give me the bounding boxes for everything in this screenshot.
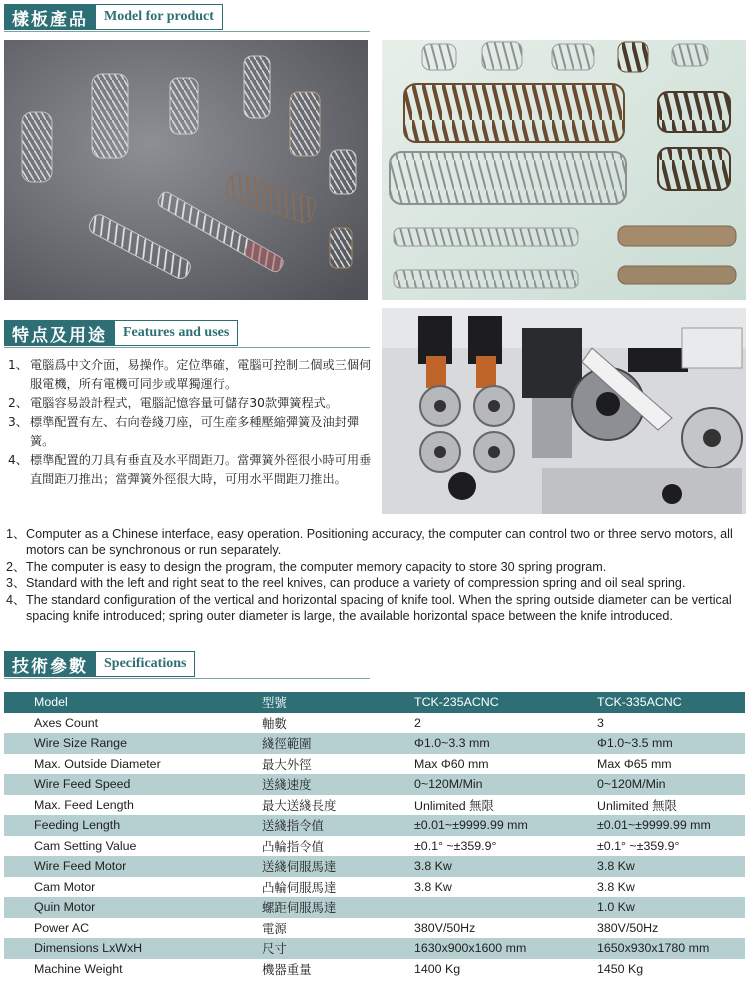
table-row	[4, 856, 745, 877]
table-cell: 最大送綫長度	[262, 795, 414, 816]
table-header-cell: Model	[4, 692, 262, 713]
table-row	[4, 754, 745, 775]
table-cell: Φ1.0~3.3 mm	[414, 733, 597, 754]
section-header-features	[4, 320, 238, 346]
table-header-row	[4, 692, 745, 713]
spring-samples-photo	[4, 40, 368, 300]
table-cell: 軸數	[262, 713, 414, 734]
divider	[4, 347, 370, 348]
table-cell: Wire Size Range	[4, 733, 262, 754]
table-cell: Machine Weight	[4, 959, 262, 980]
springs-display-photo	[382, 40, 746, 300]
table-cell: Max Φ65 mm	[597, 754, 745, 775]
section-title-en: Model for product	[96, 4, 223, 30]
table-cell: Max. Feed Length	[4, 795, 262, 816]
section-header-product	[4, 4, 223, 30]
table-cell: 3.8 Kw	[597, 877, 745, 898]
table-cell: Cam Motor	[4, 877, 262, 898]
table-cell: 凸輪指令值	[262, 836, 414, 857]
table-cell: Max. Outside Diameter	[4, 754, 262, 775]
table-cell: 送綫伺服馬達	[262, 856, 414, 877]
table-cell: 1400 Kg	[414, 959, 597, 980]
table-cell: 3.8 Kw	[414, 877, 597, 898]
list-item: 3、 標準配置有左、右向卷綫刀座，可生産多種壓縮彈簧及油封彈簧。	[8, 415, 360, 448]
table-cell: 最大外徑	[262, 754, 414, 775]
table-cell: ±0.1° ~±359.9°	[597, 836, 745, 857]
table-header-cell: TCK-335ACNC	[597, 692, 745, 713]
list-item: 2、 The computer is easy to design the program, the computer memory capacity to store 30 spring program.	[6, 559, 607, 574]
list-item: 4、 The standard configuration of the vertical and horizontal spacing of knife tool. When the spring outside diameter can be vertical spacing knife introduced; spring outer diameter is large, the available horizontal space between the knife introduced.	[6, 592, 732, 624]
table-cell: Wire Feed Speed	[4, 774, 262, 795]
table-header-cell: TCK-235ACNC	[414, 692, 597, 713]
table-cell: 2	[414, 713, 597, 734]
table-row	[4, 918, 745, 939]
section-title-cn: 技術參數	[4, 651, 96, 677]
list-item: 3、 Standard with the left and right seat to the reel knives, can produce a variety of compression spring and oil seal spring.	[6, 576, 686, 591]
table-cell: 綫徑範圍	[262, 733, 414, 754]
table-cell: 1650x930x1780 mm	[597, 938, 745, 959]
table-cell: 凸輪伺服馬達	[262, 877, 414, 898]
table-row	[4, 877, 745, 898]
table-cell: 1.0 Kw	[597, 897, 745, 918]
table-row	[4, 959, 745, 980]
features-list-en	[6, 526, 750, 624]
table-row	[4, 713, 745, 734]
table-cell: 螺距伺服馬達	[262, 897, 414, 918]
table-cell: 尺寸	[262, 938, 414, 959]
table-cell: Wire Feed Motor	[4, 856, 262, 877]
table-cell: 1630x900x1600 mm	[414, 938, 597, 959]
machine-photo	[382, 308, 746, 514]
table-cell: Cam Setting Value	[4, 836, 262, 857]
table-cell: 機器重量	[262, 959, 414, 980]
table-cell: 0~120M/Min	[597, 774, 745, 795]
section-title-cn: 樣板產品	[4, 4, 96, 30]
list-item: 1、 Computer as a Chinese interface, easy operation. Positioning accuracy, the computer can control two or three servo motors, all motors can be synchronous or run separately.	[6, 527, 733, 558]
table-cell: 3.8 Kw	[414, 856, 597, 877]
table-cell: Dimensions LxWxH	[4, 938, 262, 959]
table-cell: Quin Motor	[4, 897, 262, 918]
table-cell: Φ1.0~3.5 mm	[597, 733, 745, 754]
section-title-cn: 特点及用途	[4, 320, 115, 346]
table-cell: 380V/50Hz	[414, 918, 597, 939]
table-row	[4, 897, 745, 918]
table-row	[4, 815, 745, 836]
table-cell: Unlimited 無限	[414, 795, 597, 816]
list-item: 1、 電腦爲中文介面，易操作。定位準確，電腦可控制二個或三個伺服電機，所有電機可同步或單獨運行。	[8, 358, 372, 391]
table-cell: ±0.1° ~±359.9°	[414, 836, 597, 857]
divider	[4, 678, 370, 679]
table-cell: Max Φ60 mm	[414, 754, 597, 775]
table-cell: Axes Count	[4, 713, 262, 734]
table-cell: 送綫速度	[262, 774, 414, 795]
table-row	[4, 795, 745, 816]
divider	[4, 31, 370, 32]
table-cell	[414, 897, 597, 918]
table-cell: 1450 Kg	[597, 959, 745, 980]
table-cell: 3.8 Kw	[597, 856, 745, 877]
table-row	[4, 733, 745, 754]
table-cell: 0~120M/Min	[414, 774, 597, 795]
section-header-specs	[4, 651, 195, 677]
table-row	[4, 836, 745, 857]
table-cell: ±0.01~±9999.99 mm	[597, 815, 745, 836]
table-cell: Feeding Length	[4, 815, 262, 836]
section-title-en: Specifications	[96, 651, 195, 677]
table-cell: ±0.01~±9999.99 mm	[414, 815, 597, 836]
features-list-cn	[8, 356, 376, 489]
table-header-cell: 型號	[262, 692, 414, 713]
table-cell: 380V/50Hz	[597, 918, 745, 939]
table-row	[4, 774, 745, 795]
table-cell: Power AC	[4, 918, 262, 939]
table-cell: 3	[597, 713, 745, 734]
list-item: 2、 電腦容易設計程式，電腦記憶容量可儲存30款彈簧程式。	[8, 396, 339, 410]
specifications-table	[4, 692, 745, 979]
section-title-en: Features and uses	[115, 320, 238, 346]
table-cell: 送綫指令值	[262, 815, 414, 836]
table-row	[4, 938, 745, 959]
table-cell: 電源	[262, 918, 414, 939]
table-cell: Unlimited 無限	[597, 795, 745, 816]
list-item: 4、 標準配置的刀具有垂直及水平間距刀。當彈簧外徑很小時可用垂直間距刀推出；當彈簧外徑很大時，可用水平間距刀推出。	[8, 453, 372, 486]
